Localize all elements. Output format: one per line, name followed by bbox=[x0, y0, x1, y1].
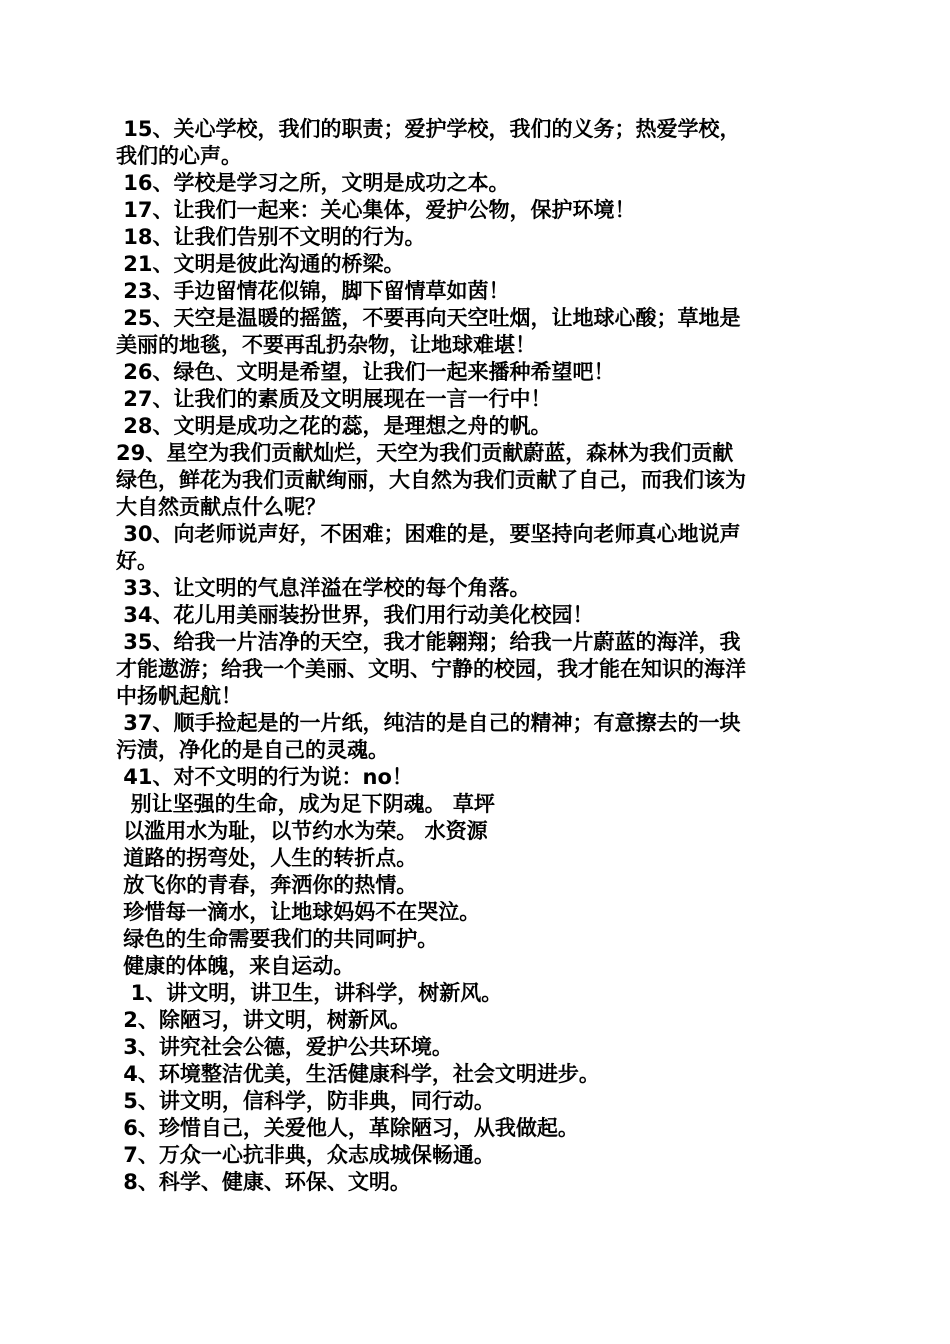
text-line: 37、顺手捡起是的一片纸，纯洁的是自己的精神；有意擦去的一块 bbox=[116, 711, 741, 735]
text-line: 才能遨游；给我一个美丽、文明、宁静的校园，我才能在知识的海洋 bbox=[116, 657, 746, 681]
text-line: 道路的拐弯处，人生的转折点。 bbox=[116, 846, 418, 870]
text-line: 29、星空为我们贡献灿烂，天空为我们贡献蔚蓝，森林为我们贡献 bbox=[116, 441, 734, 465]
text-line: 1、讲文明，讲卫生，讲科学，树新风。 bbox=[116, 981, 503, 1005]
slogan-list bbox=[116, 116, 846, 1196]
text-line: 28、文明是成功之花的蕊，是理想之舟的帆。 bbox=[116, 414, 552, 438]
text-line: 34、花儿用美丽装扮世界，我们用行动美化校园！ bbox=[116, 603, 594, 627]
text-line: 27、让我们的素质及文明展现在一言一行中！ bbox=[116, 387, 552, 411]
text-line: 33、让文明的气息洋溢在学校的每个角落。 bbox=[116, 576, 531, 600]
text-line: 17、让我们一起来：关心集体，爱护公物，保护环境！ bbox=[116, 198, 636, 222]
text-line: 绿色，鲜花为我们贡献绚丽，大自然为我们贡献了自己，而我们该为 bbox=[116, 468, 746, 492]
text-line: 以滥用水为耻，以节约水为荣。 水资源 bbox=[116, 819, 488, 843]
text-line: 4、环境整洁优美，生活健康科学，社会文明进步。 bbox=[116, 1062, 600, 1086]
text-line: 21、文明是彼此沟通的桥梁。 bbox=[116, 252, 405, 276]
text-line: 30、向老师说声好，不困难；困难的是，要坚持向老师真心地说声 bbox=[116, 522, 741, 546]
text-line: 18、让我们告别不文明的行为。 bbox=[116, 225, 426, 249]
text-line: 2、除陋习，讲文明，树新风。 bbox=[116, 1008, 411, 1032]
text-line: 41、对不文明的行为说：no！ bbox=[116, 765, 413, 789]
text-line: 6、珍惜自己，关爱他人，革除陋习，从我做起。 bbox=[116, 1116, 579, 1140]
text-line: 好。 bbox=[116, 549, 158, 573]
text-line: 中扬帆起航！ bbox=[116, 684, 242, 708]
text-line: 放飞你的青春，奔洒你的热情。 bbox=[116, 873, 418, 897]
text-line: 珍惜每一滴水，让地球妈妈不在哭泣。 bbox=[116, 900, 481, 924]
text-line: 美丽的地毯，不要再乱扔杂物，让地球难堪！ bbox=[116, 333, 536, 357]
text-line: 23、手边留情花似锦，脚下留情草如茵！ bbox=[116, 279, 510, 303]
text-line: 26、绿色、文明是希望，让我们一起来播种希望吧！ bbox=[116, 360, 615, 384]
text-line: 16、学校是学习之所，文明是成功之本。 bbox=[116, 171, 510, 195]
text-line: 污渍，净化的是自己的灵魂。 bbox=[116, 738, 389, 762]
text-line: 健康的体魄，来自运动。 bbox=[116, 954, 355, 978]
text-line: 别让坚强的生命，成为足下阴魂。 草坪 bbox=[116, 792, 495, 816]
text-line: 绿色的生命需要我们的共同呵护。 bbox=[116, 927, 439, 951]
text-line: 8、科学、健康、环保、文明。 bbox=[116, 1170, 411, 1194]
text-line: 15、关心学校，我们的职责；爱护学校，我们的义务；热爱学校， bbox=[116, 117, 741, 141]
text-line: 7、万众一心抗非典，众志成城保畅通。 bbox=[116, 1143, 495, 1167]
text-line: 25、天空是温暖的摇篮，不要再向天空吐烟，让地球心酸；草地是 bbox=[116, 306, 741, 330]
text-line: 35、给我一片洁净的天空，我才能翱翔；给我一片蔚蓝的海洋，我 bbox=[116, 630, 741, 654]
text-line: 我们的心声。 bbox=[116, 144, 242, 168]
text-line: 大自然贡献点什么呢？ bbox=[116, 495, 326, 519]
text-line: 3、讲究社会公德，爱护公共环境。 bbox=[116, 1035, 453, 1059]
text-line: 5、讲文明，信科学，防非典，同行动。 bbox=[116, 1089, 495, 1113]
